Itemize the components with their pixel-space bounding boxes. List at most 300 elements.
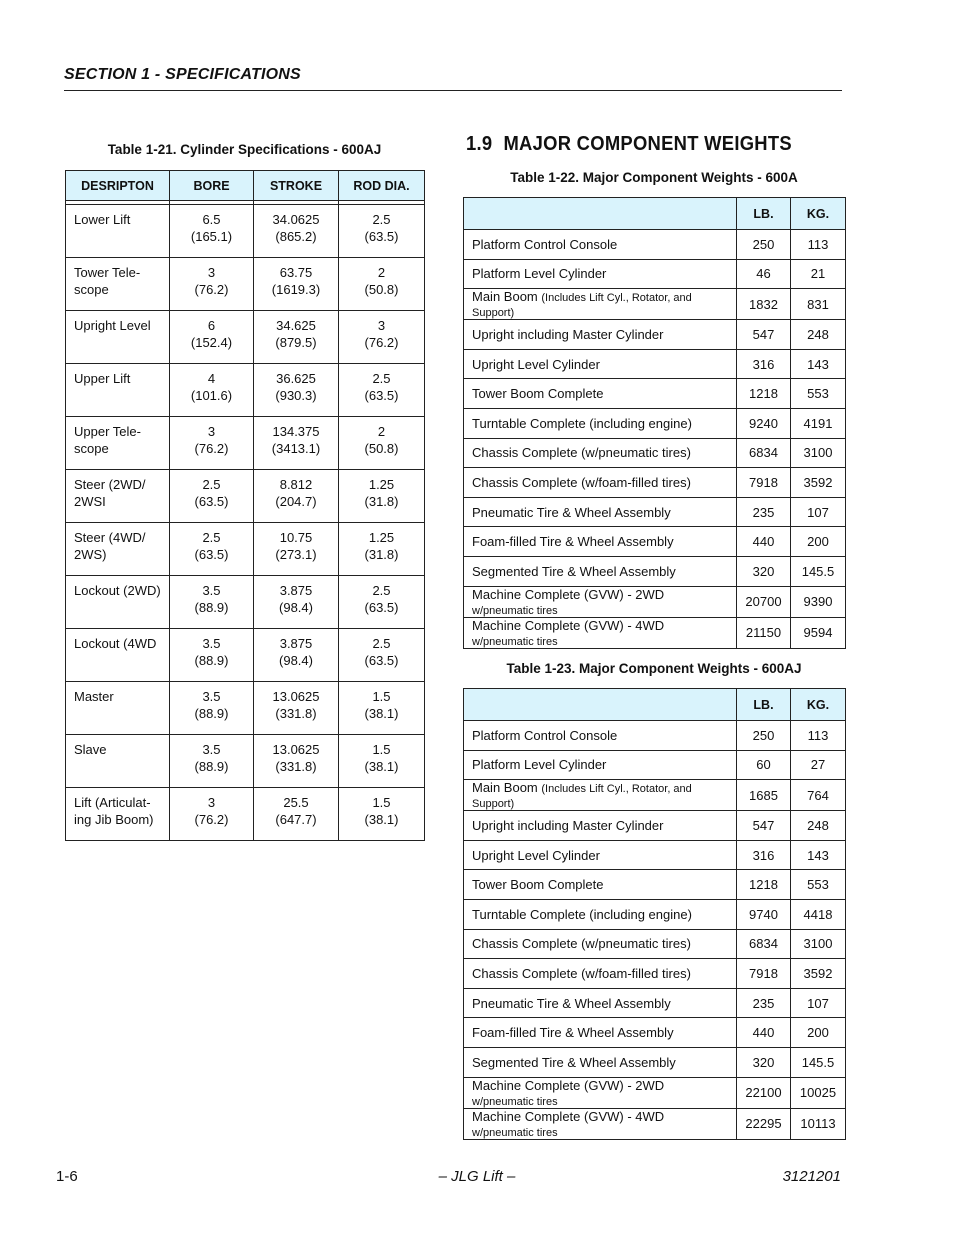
cell-description-line: scope bbox=[74, 441, 109, 456]
cell-bore bbox=[170, 364, 254, 417]
header-component bbox=[464, 198, 737, 230]
cell-kg: 145.5 bbox=[791, 556, 846, 586]
cell-bore bbox=[170, 629, 254, 682]
header-component bbox=[464, 689, 737, 721]
table-row bbox=[66, 470, 425, 523]
component-name: Upright including Master Cylinder bbox=[472, 326, 664, 342]
cell-stroke bbox=[254, 788, 339, 841]
cell-stroke-line: (647.7) bbox=[275, 812, 317, 827]
cell-rod-dia bbox=[339, 629, 425, 682]
cell-rod-dia bbox=[339, 311, 425, 364]
cell-rod-dia-line: 2.5 bbox=[372, 212, 391, 227]
cell-description-line: scope bbox=[74, 282, 109, 297]
cell-kg: 143 bbox=[791, 840, 846, 870]
cell-bore-line: (63.5) bbox=[194, 547, 229, 562]
cylinder-spec-table bbox=[65, 170, 425, 841]
cell-bore-line: 3.5 bbox=[202, 742, 221, 757]
cell-rod-dia-line: (63.5) bbox=[364, 653, 399, 668]
cell-kg: 113 bbox=[791, 230, 846, 260]
cell-lb: 9240 bbox=[737, 408, 791, 438]
cell-component bbox=[464, 230, 737, 260]
cell-lb: 250 bbox=[737, 721, 791, 751]
cell-component bbox=[464, 527, 737, 557]
cell-description bbox=[66, 205, 170, 258]
cell-stroke bbox=[254, 470, 339, 523]
component-name: Platform Control Console bbox=[472, 236, 618, 252]
cell-rod-dia bbox=[339, 788, 425, 841]
cell-bore-line: (165.1) bbox=[190, 229, 233, 244]
cell-description bbox=[66, 258, 170, 311]
component-name: Chassis Complete (w/pneumatic tires) bbox=[472, 445, 691, 461]
cell-description bbox=[66, 470, 170, 523]
cell-kg: 3592 bbox=[791, 959, 846, 989]
table-row bbox=[66, 576, 425, 629]
cell-kg: 145.5 bbox=[791, 1047, 846, 1077]
cell-stroke-line: 34.625 bbox=[276, 318, 316, 333]
header-bore: BORE bbox=[170, 171, 254, 201]
component-note: w/pneumatic tires bbox=[472, 1095, 558, 1108]
cell-rod-dia bbox=[339, 364, 425, 417]
cell-component bbox=[464, 1047, 737, 1077]
cell-rod-dia-line: (50.8) bbox=[364, 282, 399, 297]
component-note: w/pneumatic tires bbox=[472, 604, 558, 617]
cell-description bbox=[66, 788, 170, 841]
cell-kg: 9390 bbox=[791, 586, 846, 617]
cell-rod-dia-line: 2 bbox=[377, 424, 386, 439]
table-row bbox=[464, 617, 846, 648]
cell-stroke bbox=[254, 629, 339, 682]
cell-bore-line: 3.5 bbox=[202, 583, 221, 598]
component-name: Segmented Tire & Wheel Assembly bbox=[472, 1054, 676, 1070]
table-row bbox=[66, 364, 425, 417]
cell-lb: 60 bbox=[737, 750, 791, 780]
cell-component bbox=[464, 780, 737, 811]
cell-lb: 440 bbox=[737, 527, 791, 557]
cell-kg: 10025 bbox=[791, 1077, 846, 1108]
cell-component bbox=[464, 721, 737, 751]
cell-component bbox=[464, 1077, 737, 1108]
component-name: Machine Complete (GVW) - 2WD bbox=[472, 1077, 665, 1093]
cell-bore-line: 3 bbox=[207, 795, 216, 810]
cell-stroke-line: (930.3) bbox=[275, 388, 317, 403]
cell-bore-line: 6 bbox=[207, 318, 216, 333]
cell-lb: 20700 bbox=[737, 586, 791, 617]
cell-component bbox=[464, 988, 737, 1018]
cell-lb: 316 bbox=[737, 349, 791, 379]
section-title: SECTION 1 - SPECIFICATIONS bbox=[64, 66, 301, 83]
cell-bore bbox=[170, 735, 254, 788]
cell-kg: 4191 bbox=[791, 408, 846, 438]
cell-component bbox=[464, 840, 737, 870]
cell-stroke-line: 13.0625 bbox=[272, 742, 320, 757]
table-row bbox=[66, 523, 425, 576]
cell-lb: 440 bbox=[737, 1018, 791, 1048]
table-row bbox=[66, 629, 425, 682]
cell-stroke-line: (879.5) bbox=[275, 335, 317, 350]
cell-stroke bbox=[254, 311, 339, 364]
cell-kg: 553 bbox=[791, 379, 846, 409]
cell-kg: 200 bbox=[791, 1018, 846, 1048]
table-row bbox=[464, 349, 846, 379]
cell-lb: 7918 bbox=[737, 468, 791, 498]
table-row bbox=[464, 408, 846, 438]
cell-rod-dia-line: (63.5) bbox=[364, 388, 399, 403]
table-header-row bbox=[66, 171, 425, 201]
cell-rod-dia-line: (38.1) bbox=[364, 759, 399, 774]
cell-kg: 200 bbox=[791, 527, 846, 557]
cell-bore bbox=[170, 788, 254, 841]
section-heading bbox=[466, 133, 792, 156]
cell-kg: 107 bbox=[791, 497, 846, 527]
cell-component bbox=[464, 556, 737, 586]
cell-stroke-line: 134.375 bbox=[272, 424, 320, 439]
component-note: w/pneumatic tires bbox=[472, 635, 558, 648]
table-row bbox=[464, 379, 846, 409]
table-row bbox=[464, 870, 846, 900]
cell-bore-line: (76.2) bbox=[194, 812, 229, 827]
cell-kg: 3100 bbox=[791, 929, 846, 959]
cell-description bbox=[66, 629, 170, 682]
cell-lb: 1218 bbox=[737, 870, 791, 900]
cell-kg: 764 bbox=[791, 780, 846, 811]
cell-bore-line: (76.2) bbox=[194, 441, 229, 456]
cell-bore-line: 3.5 bbox=[202, 636, 221, 651]
component-name: Foam-filled Tire & Wheel Assembly bbox=[472, 534, 674, 550]
cell-stroke bbox=[254, 523, 339, 576]
cell-rod-dia-line: (31.8) bbox=[364, 494, 399, 509]
table-row bbox=[464, 929, 846, 959]
component-name: Platform Level Cylinder bbox=[472, 757, 607, 773]
cell-rod-dia bbox=[339, 205, 425, 258]
cell-bore-line: 3.5 bbox=[202, 689, 221, 704]
table-row bbox=[464, 320, 846, 350]
cell-kg: 10113 bbox=[791, 1108, 846, 1139]
heading-title: MAJOR COMPONENT WEIGHTS bbox=[503, 133, 792, 155]
table-row bbox=[464, 230, 846, 260]
table-row bbox=[66, 735, 425, 788]
component-name: Turntable Complete (including engine) bbox=[472, 415, 692, 431]
cell-rod-dia-line: (38.1) bbox=[364, 706, 399, 721]
cell-lb: 9740 bbox=[737, 899, 791, 929]
cell-component bbox=[464, 1018, 737, 1048]
table-row bbox=[464, 811, 846, 841]
cell-stroke-line: 8.812 bbox=[279, 477, 313, 492]
table-row bbox=[66, 682, 425, 735]
cell-bore bbox=[170, 417, 254, 470]
table-row bbox=[464, 780, 846, 811]
cell-kg: 27 bbox=[791, 750, 846, 780]
cell-rod-dia-line: 1.5 bbox=[372, 742, 391, 757]
cell-stroke bbox=[254, 417, 339, 470]
cell-component bbox=[464, 959, 737, 989]
cell-bore bbox=[170, 523, 254, 576]
cell-stroke-line: (1619.3) bbox=[271, 282, 321, 297]
cell-description-line: Steer (4WD/ bbox=[74, 530, 146, 545]
cell-kg: 107 bbox=[791, 988, 846, 1018]
cell-stroke-line: (3413.1) bbox=[271, 441, 321, 456]
table-header-row bbox=[464, 689, 846, 721]
cell-lb: 6834 bbox=[737, 929, 791, 959]
table-row bbox=[464, 840, 846, 870]
component-name: Pneumatic Tire & Wheel Assembly bbox=[472, 504, 671, 520]
cell-rod-dia-line: (63.5) bbox=[364, 229, 399, 244]
component-name: Upright Level Cylinder bbox=[472, 847, 600, 863]
cell-component bbox=[464, 468, 737, 498]
cell-description bbox=[66, 735, 170, 788]
table-row bbox=[464, 1108, 846, 1139]
cell-stroke-line: (331.8) bbox=[275, 759, 317, 774]
component-name: Tower Boom Complete bbox=[472, 386, 604, 402]
cell-bore-line: (76.2) bbox=[194, 282, 229, 297]
cell-stroke-line: 13.0625 bbox=[272, 689, 320, 704]
cell-description-line: Lower Lift bbox=[74, 212, 131, 227]
cell-stroke-line: (98.4) bbox=[279, 600, 313, 615]
cell-rod-dia bbox=[339, 576, 425, 629]
cell-stroke-line: 10.75 bbox=[279, 530, 313, 545]
component-name: Machine Complete (GVW) - 4WD bbox=[472, 617, 665, 633]
cell-component bbox=[464, 811, 737, 841]
cell-component bbox=[464, 870, 737, 900]
table-row bbox=[66, 311, 425, 364]
cell-lb: 250 bbox=[737, 230, 791, 260]
cell-description-line: Upper Tele- bbox=[74, 424, 141, 439]
cell-rod-dia-line: 1.5 bbox=[372, 689, 391, 704]
cell-description-line: Slave bbox=[74, 742, 107, 757]
cell-stroke bbox=[254, 205, 339, 258]
cell-rod-dia-line: (31.8) bbox=[364, 547, 399, 562]
page-number: 1-6 bbox=[56, 1168, 78, 1185]
cell-component bbox=[464, 438, 737, 468]
cell-bore-line: (88.9) bbox=[194, 600, 229, 615]
table-row bbox=[464, 899, 846, 929]
cell-lb: 235 bbox=[737, 988, 791, 1018]
cell-bore bbox=[170, 682, 254, 735]
component-name: Machine Complete (GVW) - 2WD bbox=[472, 586, 665, 602]
cell-stroke-line: 63.75 bbox=[279, 265, 313, 280]
cell-description-line: Lockout (4WD bbox=[74, 636, 157, 651]
cell-description bbox=[66, 576, 170, 629]
cell-bore-line: 6.5 bbox=[202, 212, 221, 227]
cell-rod-dia bbox=[339, 523, 425, 576]
cell-lb: 46 bbox=[737, 259, 791, 289]
cell-description bbox=[66, 417, 170, 470]
cell-stroke-line: 3.875 bbox=[279, 583, 313, 598]
table-row bbox=[464, 1047, 846, 1077]
cell-description-line: Upper Lift bbox=[74, 371, 131, 386]
cell-bore-line: 2.5 bbox=[202, 477, 221, 492]
cell-lb: 320 bbox=[737, 1047, 791, 1077]
cell-kg: 248 bbox=[791, 320, 846, 350]
header-lb: LB. bbox=[737, 198, 791, 230]
cell-stroke bbox=[254, 364, 339, 417]
cell-bore bbox=[170, 576, 254, 629]
cell-stroke-line: 3.875 bbox=[279, 636, 313, 651]
cell-rod-dia-line: 2.5 bbox=[372, 636, 391, 651]
table-row bbox=[464, 1018, 846, 1048]
cell-lb: 22295 bbox=[737, 1108, 791, 1139]
component-name: Pneumatic Tire & Wheel Assembly bbox=[472, 995, 671, 1011]
cell-bore-line: (63.5) bbox=[194, 494, 229, 509]
cell-kg: 3592 bbox=[791, 468, 846, 498]
cell-stroke-line: (204.7) bbox=[275, 494, 317, 509]
component-name: Foam-filled Tire & Wheel Assembly bbox=[472, 1025, 674, 1041]
cell-description-line: Steer (2WD/ bbox=[74, 477, 146, 492]
cell-stroke-line: (865.2) bbox=[275, 229, 317, 244]
cell-kg: 143 bbox=[791, 349, 846, 379]
cell-rod-dia bbox=[339, 470, 425, 523]
cell-kg: 113 bbox=[791, 721, 846, 751]
cell-kg: 3100 bbox=[791, 438, 846, 468]
weights-600aj-caption: Table 1-23. Major Component Weights - 600AJ bbox=[506, 661, 802, 676]
cell-lb: 22100 bbox=[737, 1077, 791, 1108]
cell-stroke-line: 36.625 bbox=[276, 371, 316, 386]
cell-lb: 316 bbox=[737, 840, 791, 870]
cell-description-line: Lift (Articulat- bbox=[74, 795, 151, 810]
component-name: Machine Complete (GVW) - 4WD bbox=[472, 1108, 665, 1124]
cell-bore-line: 3 bbox=[207, 265, 216, 280]
cylinder-table-caption: Table 1-21. Cylinder Specifications - 600AJ bbox=[107, 142, 382, 157]
cell-kg: 4418 bbox=[791, 899, 846, 929]
cell-rod-dia-line: 1.5 bbox=[372, 795, 391, 810]
component-name: Main Boom bbox=[472, 289, 542, 305]
weights-600a-caption: Table 1-22. Major Component Weights - 600A bbox=[510, 170, 798, 185]
table-row bbox=[464, 527, 846, 557]
cell-bore-line: 3 bbox=[207, 424, 216, 439]
cell-component bbox=[464, 617, 737, 648]
weights-600a-table bbox=[463, 197, 846, 649]
cell-kg: 831 bbox=[791, 289, 846, 320]
cell-rod-dia-line: (76.2) bbox=[364, 335, 399, 350]
cell-component bbox=[464, 408, 737, 438]
component-name: Chassis Complete (w/pneumatic tires) bbox=[472, 936, 691, 952]
cell-component bbox=[464, 497, 737, 527]
table-row bbox=[464, 556, 846, 586]
cell-bore-line: 4 bbox=[207, 371, 216, 386]
component-name: Main Boom bbox=[472, 780, 542, 796]
component-name: Chassis Complete (w/foam-filled tires) bbox=[472, 965, 691, 981]
table-header-row bbox=[464, 198, 846, 230]
cell-component bbox=[464, 929, 737, 959]
cell-stroke-line: (98.4) bbox=[279, 653, 313, 668]
table-row bbox=[66, 205, 425, 258]
cell-description-line: Upright Level bbox=[74, 318, 151, 333]
component-name: Upright including Master Cylinder bbox=[472, 817, 664, 833]
cell-bore-line: (88.9) bbox=[194, 653, 229, 668]
cell-component bbox=[464, 349, 737, 379]
table-row bbox=[464, 468, 846, 498]
cell-rod-dia-line: 2.5 bbox=[372, 371, 391, 386]
cell-description-line: Master bbox=[74, 689, 114, 704]
header-kg: KG. bbox=[791, 198, 846, 230]
cell-stroke-line: 34.0625 bbox=[272, 212, 320, 227]
cell-kg: 248 bbox=[791, 811, 846, 841]
component-name: Platform Control Console bbox=[472, 727, 618, 743]
section-header bbox=[64, 64, 842, 91]
cell-bore-line: (152.4) bbox=[190, 335, 233, 350]
component-name: Segmented Tire & Wheel Assembly bbox=[472, 563, 676, 579]
component-note: (Includes Lift Cyl., Rotator, and Support) bbox=[472, 292, 692, 320]
table-row bbox=[464, 289, 846, 320]
cell-rod-dia-line: 3 bbox=[377, 318, 386, 333]
cell-rod-dia-line: (38.1) bbox=[364, 812, 399, 827]
weights-600aj-table bbox=[463, 688, 846, 1140]
component-name: Tower Boom Complete bbox=[472, 877, 604, 893]
cell-lb: 547 bbox=[737, 811, 791, 841]
cell-lb: 7918 bbox=[737, 959, 791, 989]
cell-component bbox=[464, 899, 737, 929]
cell-stroke bbox=[254, 682, 339, 735]
cell-bore-line: 2.5 bbox=[202, 530, 221, 545]
cell-component bbox=[464, 750, 737, 780]
cell-rod-dia bbox=[339, 735, 425, 788]
cell-description-line: 2WSI bbox=[74, 494, 106, 509]
cell-rod-dia-line: (63.5) bbox=[364, 600, 399, 615]
cell-stroke bbox=[254, 735, 339, 788]
cell-bore bbox=[170, 205, 254, 258]
header-kg: KG. bbox=[791, 689, 846, 721]
cell-stroke-line: 25.5 bbox=[283, 795, 309, 810]
cell-stroke bbox=[254, 576, 339, 629]
table-row bbox=[464, 259, 846, 289]
table-row bbox=[464, 988, 846, 1018]
cell-component bbox=[464, 259, 737, 289]
cell-kg: 21 bbox=[791, 259, 846, 289]
cell-lb: 6834 bbox=[737, 438, 791, 468]
cell-rod-dia bbox=[339, 682, 425, 735]
header-lb: LB. bbox=[737, 689, 791, 721]
header-rod-dia: ROD DIA. bbox=[339, 171, 425, 201]
cell-stroke-line: (331.8) bbox=[275, 706, 317, 721]
cell-component bbox=[464, 289, 737, 320]
cell-lb: 547 bbox=[737, 320, 791, 350]
cell-lb: 21150 bbox=[737, 617, 791, 648]
cell-stroke-line: (273.1) bbox=[275, 547, 317, 562]
table-row bbox=[464, 721, 846, 751]
cell-bore bbox=[170, 470, 254, 523]
header-description: DESRIPTON bbox=[66, 171, 170, 201]
component-name: Chassis Complete (w/foam-filled tires) bbox=[472, 474, 691, 490]
cell-stroke bbox=[254, 258, 339, 311]
cell-description-line: Tower Tele- bbox=[74, 265, 141, 280]
component-note: (Includes Lift Cyl., Rotator, and Support) bbox=[472, 783, 692, 811]
cell-rod-dia bbox=[339, 417, 425, 470]
cell-bore bbox=[170, 311, 254, 364]
cell-bore-line: (88.9) bbox=[194, 706, 229, 721]
cell-bore-line: (88.9) bbox=[194, 759, 229, 774]
table-row bbox=[464, 1077, 846, 1108]
table-row bbox=[66, 788, 425, 841]
cell-component bbox=[464, 379, 737, 409]
cell-rod-dia-line: 2.5 bbox=[372, 583, 391, 598]
heading-number: 1.9 bbox=[466, 133, 493, 155]
cell-description bbox=[66, 311, 170, 364]
table-row bbox=[464, 959, 846, 989]
cell-rod-dia-line: 1.25 bbox=[368, 530, 395, 545]
table-row bbox=[464, 438, 846, 468]
cell-description-line: 2WS) bbox=[74, 547, 107, 562]
cell-lb: 1832 bbox=[737, 289, 791, 320]
cell-description-line: Lockout (2WD) bbox=[74, 583, 161, 598]
cell-rod-dia-line: (50.8) bbox=[364, 441, 399, 456]
cell-bore-line: (101.6) bbox=[190, 388, 233, 403]
cell-component bbox=[464, 320, 737, 350]
cell-description-line: ing Jib Boom) bbox=[74, 812, 154, 827]
cell-lb: 1685 bbox=[737, 780, 791, 811]
cell-bore bbox=[170, 258, 254, 311]
footer-brand: – JLG Lift – bbox=[438, 1168, 516, 1185]
component-name: Turntable Complete (including engine) bbox=[472, 906, 692, 922]
header-stroke: STROKE bbox=[254, 171, 339, 201]
